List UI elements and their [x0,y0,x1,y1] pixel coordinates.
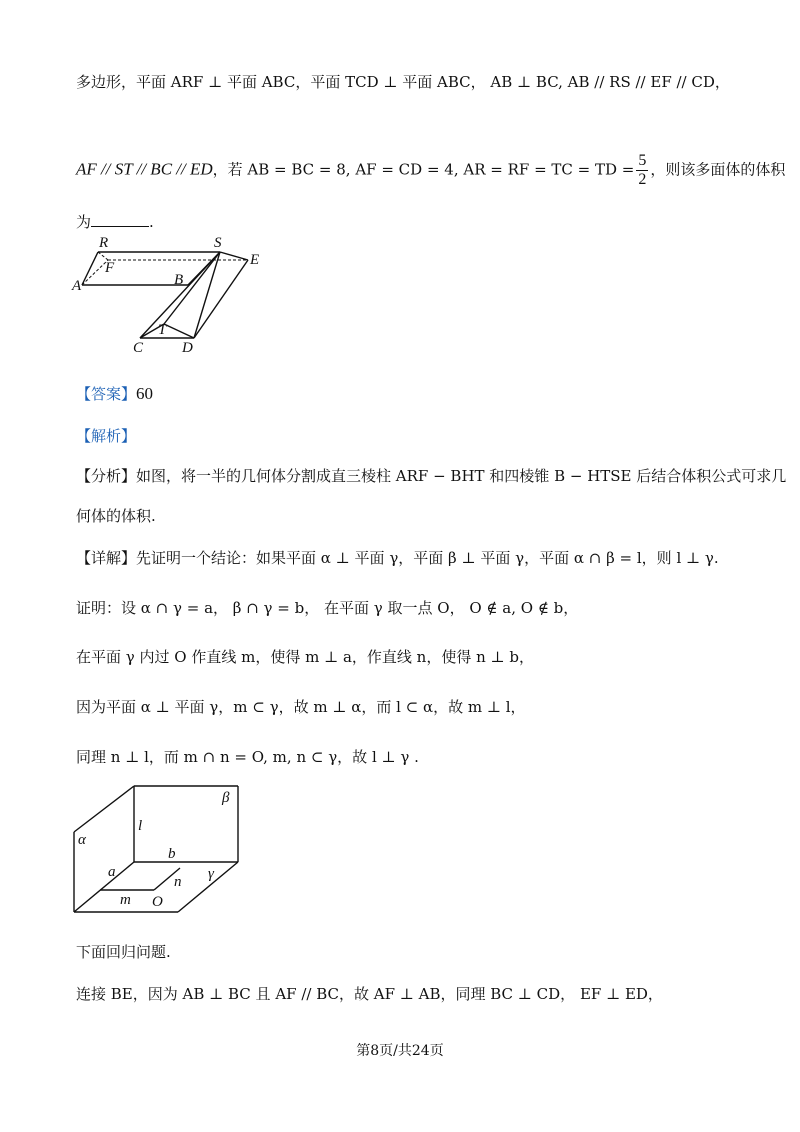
fraction-numerator: 5 [638,152,647,169]
answer-value: 60 [136,384,154,403]
label-F: F [105,260,115,276]
proof-line-4: 同理 n ⊥ l，而 m ∩ n = O, m, n ⊂ γ，故 l ⊥ γ . [76,748,419,766]
label-C: C [133,340,144,356]
problem-line-1: 多边形，平面 ARF ⊥ 平面 ABC，平面 TCD ⊥ 平面 ABC， AB ⊥ BC, AB // RS // EF // CD， [76,73,730,91]
problem-line-3-text: 为 [76,213,92,231]
edge-RA [82,252,98,285]
xiangjie-text: 先证明一个结论：如果平面 α ⊥ 平面 γ，平面 β ⊥ 平面 γ，平面 α ∩ β = l，则 l ⊥ γ. [136,549,719,567]
label-T: T [158,322,167,338]
label-alpha: α [78,832,86,848]
label-S: S [214,235,222,251]
fraction-five-halves [636,152,648,189]
label-b: b [168,846,176,862]
answer-line [76,384,153,404]
label-B: B [174,272,184,288]
label-O: O [152,894,163,910]
label-E: E [250,252,260,268]
answer-tag: 【答案】 [76,385,137,403]
analysis-tag: 【解析】 [76,427,137,445]
proof-line-3: 因为平面 α ⊥ 平面 γ，m ⊂ γ，故 m ⊥ α，而 l ⊂ α，故 m ⊥ l， [76,698,526,716]
problem-line-3 [76,212,154,232]
label-m: m [120,892,131,908]
edge-SC [140,252,220,338]
page-number: 第8页/共24页 [356,1043,444,1059]
label-D: D [182,340,193,356]
label-A: A [72,278,82,294]
xiangjie-tag: 【详解】 [76,549,137,567]
question-text: ，则该多面体的体积 [650,160,786,179]
polyhedron-figure [70,232,270,356]
alpha-top-edge [74,786,134,832]
edge-SE [220,252,248,260]
fenxi-text-1: 如图，将一半的几何体分割成直三棱柱 ARF − BHT 和四棱锥 B − HTSE 后结合体积公式可求几 [136,467,787,485]
edge-RF-hidden [98,252,108,260]
given-lengths: ，若 AB = BC = 8, AF = CD = 4, AR = RF = TC = TD = [212,160,635,179]
label-n: n [174,874,182,890]
parallel-relation: AF // ST // BC // ED [76,159,213,179]
label-gamma: γ [208,866,214,882]
problem-line-3-end: . [149,213,154,231]
proof-line-1: 证明：设 α ∩ γ = a， β ∩ γ = b， 在平面 γ 取一点 O， O ∉ a, O ∉ b， [76,599,579,617]
label-beta: β [222,790,230,806]
fenxi-line-2: 何体的体积. [76,507,156,525]
edge-TD [164,324,194,338]
fenxi-line-1 [76,466,786,486]
planes-figure [68,782,248,918]
proof-line-2: 在平面 γ 内过 O 作直线 m，使得 m ⊥ a，作直线 n，使得 n ⊥ b， [76,648,535,666]
label-a: a [108,864,116,880]
xiangjie-line [76,548,719,568]
fraction-denominator: 2 [638,171,647,188]
label-R: R [99,235,109,251]
closing-line-2: 连接 BE，因为 AB ⊥ BC 且 AF // BC，故 AF ⊥ AB，同理 BC ⊥ CD， EF ⊥ ED， [76,985,663,1003]
problem-line-2 [76,152,785,189]
fenxi-tag: 【分析】 [76,467,137,485]
answer-blank [91,212,149,227]
closing-line-1: 下面回归问题. [76,943,171,961]
analysis-heading [76,426,136,446]
label-l: l [138,818,143,834]
